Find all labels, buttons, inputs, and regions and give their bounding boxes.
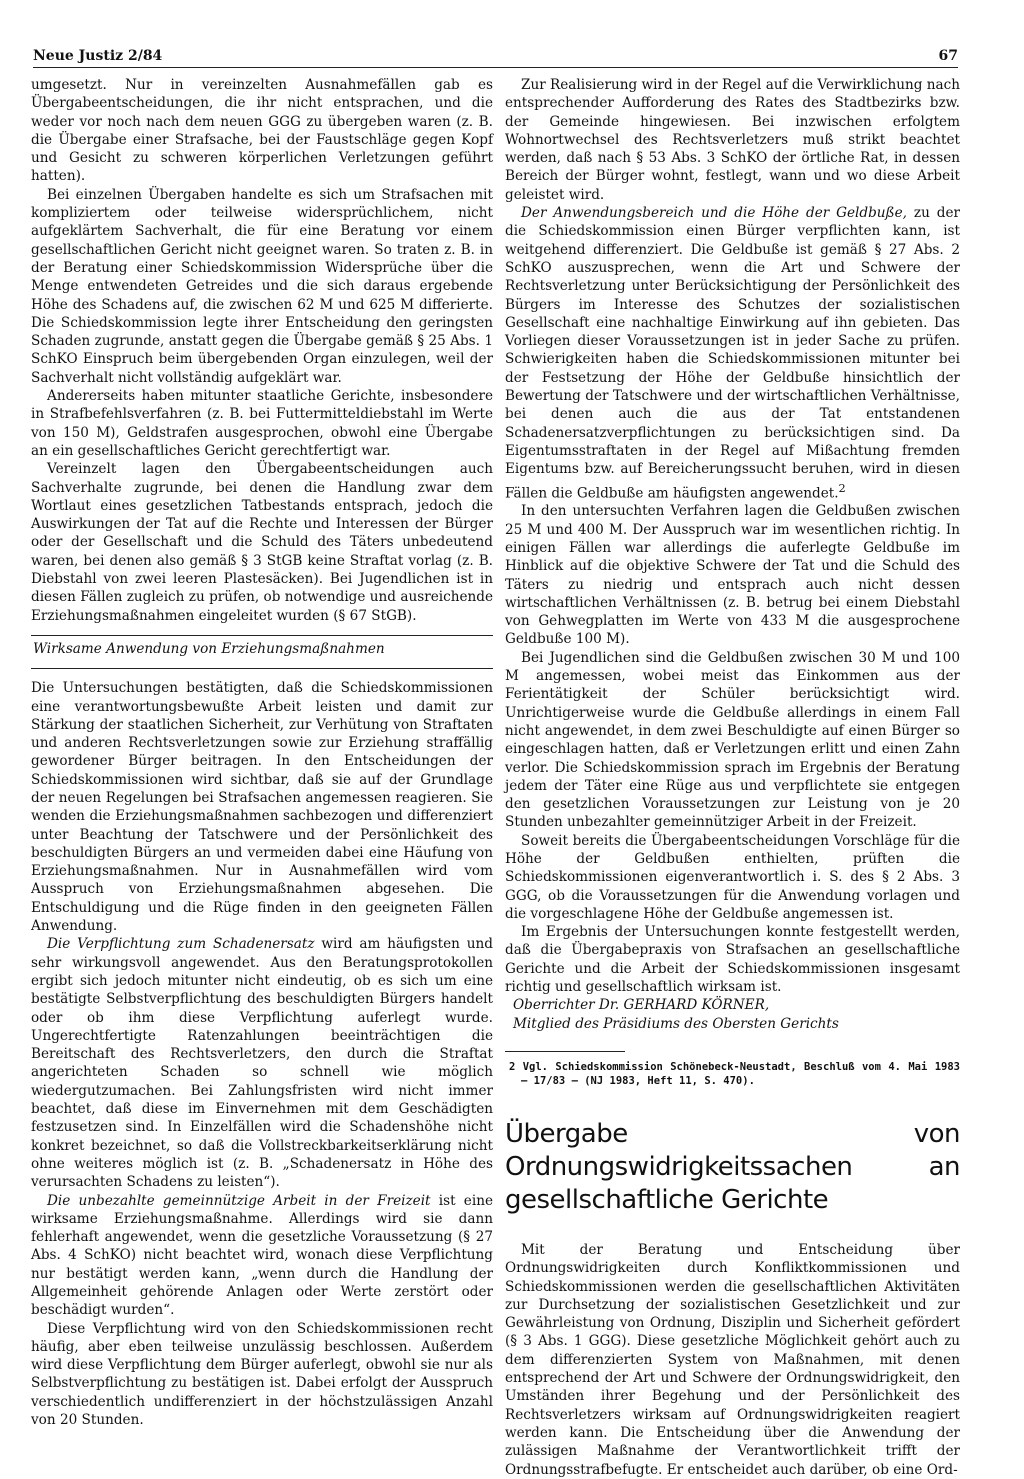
section-rule-bottom <box>31 668 493 669</box>
section-heading: Wirksame Anwendung von Erziehungsmaßnahmen <box>33 640 385 657</box>
author-title: Mitglied des Präsidiums des Obersten Gerichts <box>513 1015 839 1032</box>
page-header <box>33 40 958 68</box>
paragraph: Vereinzelt lagen den Übergabeentscheidungen auch Sachverhalte zugrunde, bei denen die Handlung zwar dem Wortlaut eines gesetzlichen Tatbestands entsprach, jedoch die Auswirkungen der Tat auf die Rechte und Interessen der Bürger oder der Gesellschaft und die Schuld des Täters unbedeutend waren, bei denen also gemäß § 3 StGB keine Straftat vorlag (z. B. Diebstahl von zwei leeren Plastesäcken). Bei Jugendlichen ist in diesen Fällen zugleich zu prüfen, ob notwendige und ausreichende Erziehungsmaßnahmen eingeleitet wurden (§ 67 StGB). <box>31 461 493 624</box>
paragraph <box>31 935 493 1191</box>
footnote: 2 Vgl. Schiedskommission Schönebeck-Neustadt, Beschluß vom 4. Mai 1983 — 17/83 — (NJ 1983, Heft 11, S. 470). <box>509 1060 960 1087</box>
emphasis: Die Verpflichtung zum Schadenersatz <box>47 936 315 953</box>
paragraph: Diese Verpflichtung wird von den Schiedskommissionen recht häufig, aber eben teilweise unzulässig beschlossen. Außerdem wird diese Verpflichtung dem Bürger auferlegt, obwohl sie nur als Selbstverpflichtung zu bestätigen ist. Dabei erfolgt der Ausspruch verschiedentlich undifferenziert in der höchstzulässigen Anzahl von 20 Stunden. <box>31 1320 493 1429</box>
article-title: Übergabe von Ordnungswidrigkeitssachen an gesellschaftliche Gerichte <box>505 1118 960 1215</box>
paragraph: Bei einzelnen Übergaben handelte es sich um Strafsachen mit kompliziertem oder teilweise widersprüchlichem, nicht aufgeklärtem Sachverhalt, die für eine Beratung vor einem gesellschaftlichen Gericht nicht geeignet waren. So traten z. B. in der Beratung einer Schiedskommission Widersprüche über die Menge entwendeten Getreides und die sich daraus ergebende Höhe des Schadens auf, die zwischen 62 M und 625 M differierte. Die Schiedskommission legte ihrer Entscheidung den geringsten Schaden zugrunde, anstatt gegen die Übergabe gemäß § 25 Abs. 1 SchKO Einspruch beim übergebenden Organ einzulegen, weil der Sachverhalt nicht vollständig aufgeklärt war. <box>31 186 493 386</box>
paragraph-text: zu der die Schiedskommission einen Bürger verpflichten kann, ist weitgehend differenziert. Die Geldbuße ist gemäß § 27 Abs. 2 SchKO auszusprechen, wenn die Art und Schwere der Rechtsverletzung unter Berücksichtigung der Persönlichkeit des Bürgers im Interesse des Schutzes der sozialistischen Gesellschaft eine nachhaltige Einwirkung auf ihn gebieten. Das Vorliegen dieser Voraussetzungen ist in jeder Sache zu prüfen. Schwierigkeiten haben die Schiedskommissionen mitunter bei der Festsetzung der Höhe der Geldbuße hinsichtlich der Bewertung der Tatschwere und der wirtschaftlichen Verhältnisse, bei denen auch die aus der Tat entstandenen Schadenersatzverpflichtungen zu berücksichtigen sind. Da Eigentumsstraftaten in der Regel auf Mißachtung fremden Eigentums bzw. auf Bereicherungssucht beruhen, wird in diesen Fällen die Geldbuße am häufigsten angewendet. <box>505 205 960 502</box>
paragraph: Mit der Beratung und Entscheidung über Ordnungswidrigkeiten durch Konfliktkommissionen und Schiedskommissionen werden die gesellschaftlichen Aktivitäten zur Durchsetzung der sozialistischen Gesetzlichkeit und zur Gewährleistung von Ordnung, Disziplin und Sicherheit gefördert (§ 3 Abs. 1 GGG). Diese gesetzliche Möglichkeit gehört auch zu dem differenzierten System von Maßnahmen, mit denen entsprechend der Art und Schwere der Ordnungswidrigkeit, den Umständen ihrer Begehung und der Persönlichkeit des Rechtsverletzers wirksam auf Ordnungswidrigkeiten reagiert werden kann. Die Entscheidung über die Anwendung der zulässigen Maßnahme der Verantwortlichkeit trifft der Ordnungsstrafbefugte. Er entscheidet auch darüber, ob eine Ord- <box>505 1241 960 1478</box>
paragraph: In den untersuchten Verfahren lagen die Geldbußen zwischen 25 M und 400 M. Der Ausspruch war im wesentlichen richtig. In einigen Fällen war allerdings die auferlegte Geldbuße im Hinblick auf die objektive Schwere der Tat und die Schuld des Täters zu niedrig und entsprach auch nicht dessen wirtschaftlichen Verhältnissen (z. B. betrug bei einem Diebstahl von Gehwegplatten im Werte von 433 M die ausgesprochene Geldbuße 100 M). <box>505 503 960 648</box>
paragraph: umgesetzt. Nur in vereinzelten Ausnahmefällen gab es Übergabeentscheidungen, die ihr nicht entsprachen, und die weder vor noch nach dem neuen GGG zu übergeben waren (z. B. die Übergabe einer Strafsache, bei der Faustschläge gegen Kopf und Gesicht zu schweren körperlichen Verletzungen geführt hatten). <box>31 77 493 185</box>
paragraph: Andererseits haben mitunter staatliche Gerichte, insbesondere in Strafbefehlsverfahren (z. B. bei Futtermitteldiebstahl im Werte von 150 M), Geldstrafen ausgesprochen, obwohl eine Übergabe an ein gesellschaftliches Gericht gerechtfertigt war. <box>31 388 493 459</box>
author-name: Oberrichter Dr. GERHARD KÖRNER, <box>513 997 770 1014</box>
paragraph <box>31 1192 493 1320</box>
paragraph-text: wird am häufigsten und sehr wirkungsvoll angewendet. Aus den Beratungsprotokollen ergibt sich jedoch mitunter nicht eindeutig, ob es sich um eine bestätigte Selbstverpflichtung des beschuldigten Bürgers handelt oder ob ihm diese Verpflichtung auferlegt wurde. Ungerechtfertigte Ratenzahlungen beeinträchtigen die Bereitschaft des Rechtsverletzers, den durch die Straftat angerichteten Schaden so schnell wie möglich wiedergutzumachen. Bei Zahlungsfristen wird nicht immer beachtet, daß diese im Einvernehmen mit dem Geschädigten festzusetzen sind. In Einzelfällen wird die Schadenshöhe nicht konkret bezeichnet, so daß die Vollstreckbarkeitserklärung nicht ohne weiteres möglich ist (z. B. „Schadenersatz in Höhe des verursachten Schadens zu leisten“). <box>31 936 493 1191</box>
paragraph: Im Ergebnis der Untersuchungen konnte festgestellt werden, daß die Übergabepraxis von Strafsachen an gesellschaftliche Gerichte und die Arbeit der Schiedskommissionen insgesamt richtig und gesellschaftlich wirksam ist. <box>505 924 960 996</box>
paragraph: Bei Jugendlichen sind die Geldbußen zwischen 30 M und 100 M angemessen, wobei meist das Einkommen aus der Ferientätigkeit der Schüler berücksichtigt wird. Unrichtigerweise wurde die Geldbuße allerdings in einem Fall nicht angewendet, in dem zwei Beschuldigte auf einen Bürger so eingeschlagen hatten, daß er Verletzungen erlitt und einen Zahn verlor. Die Schiedskommission sprach im Ergebnis der Beratung jedem der Täter eine Rüge aus und verpflichtete sie entgegen den gesetzlichen Voraussetzungen zur Leistung von je 20 Stunden unbezahlter gemeinnütziger Arbeit in der Freizeit. <box>505 649 960 831</box>
paragraph: Die Untersuchungen bestätigten, daß die Schiedskommissionen eine verantwortungsbewußte Arbeit leisten und damit zur Stärkung der staatlichen Sicherheit, zur Verhütung von Straftaten und anderen Rechtsverletzungen sowie zur Erziehung straffällig gewordener Bürger beitragen. In den Entscheidungen der Schiedskommissionen wird sichtbar, daß sie auf der Grundlage der neuen Regelungen bei Strafsachen angemessen reagieren. Sie wenden die Erziehungsmaßnahmen sachbezogen und differenziert unter Beachtung der Tatschwere und der Persönlichkeit des beschuldigten Bürgers an und vermeiden dabei eine Häufung von Erziehungsmaßnahmen. Nur in Ausnahmefällen wird vom Ausspruch von Erziehungsmaßnahmen abgesehen. Die Entschuldigung und die Rüge finden in den geeigneten Fällen Anwendung. <box>31 680 493 935</box>
page-number: 67 <box>938 48 958 64</box>
emphasis: Die unbezahlte gemeinnützige Arbeit in der Freizeit <box>47 1192 431 1209</box>
paragraph-text: ist eine wirksame Erziehungsmaßnahme. Allerdings wird sie dann fehlerhaft angewendet, wenn die gesetzliche Voraussetzung (§ 27 Abs. 4 SchKO) nicht beachtet wird, wonach diese Verpflichtung nur bestätigt werden kann, „wenn durch die Handlung der Allgemeinheit gehörende Anlagen oder Werte zerstört oder beschädigt wurden“. <box>31 1192 493 1319</box>
section-rule-top <box>31 635 493 636</box>
footnote-reference[interactable]: 2 <box>838 480 846 495</box>
footnote-rule <box>505 1051 625 1052</box>
signature <box>505 996 960 1033</box>
left-column <box>31 76 493 1429</box>
right-column <box>505 76 960 1479</box>
emphasis: Der Anwendungsbereich und die Höhe der Geldbuße, <box>521 205 908 222</box>
paragraph <box>505 204 960 502</box>
paragraph: Zur Realisierung wird in der Regel auf die Verwirklichung nach entsprechender Aufforderung des Rates des Stadtbezirks bzw. der Gemeinde hingewiesen. Bei inzwischen erfolgtem Wohnortwechsel des Rechtsverletzers muß strikt beachtet werden, daß nach § 53 Abs. 3 SchKO der örtliche Rat, in dessen Bereich der Bürger wohnt, festlegt, wann und wo diese Arbeit geleistet wird. <box>505 77 960 203</box>
journal-title: Neue Justiz 2/84 <box>33 48 163 64</box>
paragraph: Soweit bereits die Übergabeentscheidungen Vorschläge für die Höhe der Geldbußen enthielten, prüften die Schiedskommissionen eigenverantwortlich i. S. des § 2 Abs. 3 GGG, ob die Voraussetzungen für die Anwendung vorlagen und die vorgeschlagene Höhe der Geldbuße angemessen ist. <box>505 832 960 922</box>
